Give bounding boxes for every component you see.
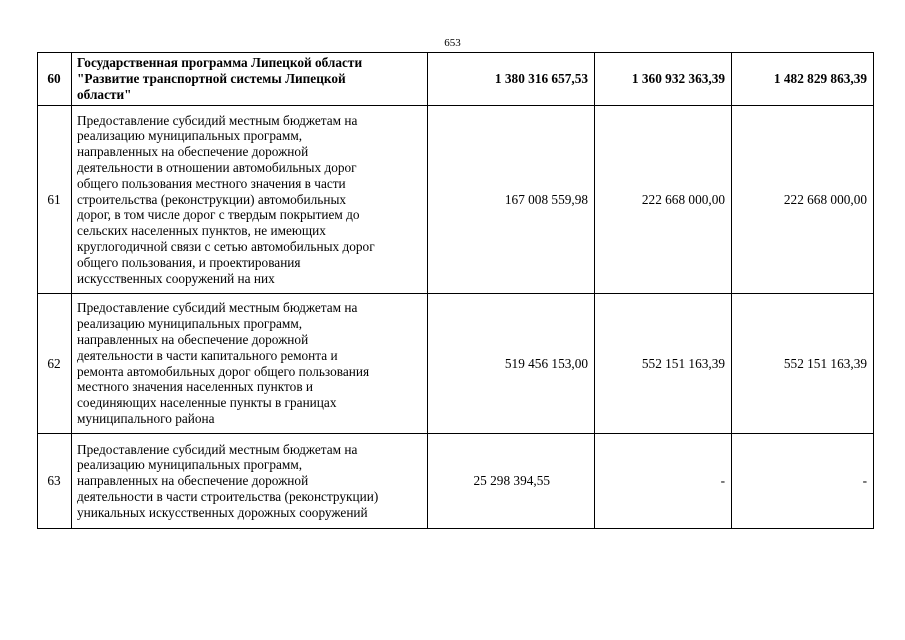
description-line: ремонта автомобильных дорог общего пользования xyxy=(77,363,370,379)
row-number: 60 xyxy=(38,53,72,106)
description-line: деятельности в отношении автомобильных дорог xyxy=(77,160,357,175)
description-line: деятельности в части строительства (реконструкции) xyxy=(77,488,379,504)
description-line: муниципального района xyxy=(77,410,215,426)
item-description xyxy=(72,294,428,434)
description-line: реализацию муниципальных программ, xyxy=(77,457,303,473)
amount-year-1: 25 298 394,55 xyxy=(428,434,595,529)
table-row-63 xyxy=(38,434,874,529)
table-row-60 xyxy=(38,53,874,106)
budget-table xyxy=(37,52,874,529)
item-description xyxy=(72,434,428,529)
description-line: сельских населенных пунктов, не имеющих xyxy=(77,223,326,239)
amount-year-3: - xyxy=(732,434,874,529)
description-line: соединяющих населенные пункты в границах xyxy=(77,395,337,411)
amount-year-1: 519 456 153,00 xyxy=(428,294,595,434)
description-line: направленных на обеспечение дорожной xyxy=(77,331,309,347)
table-row-62 xyxy=(38,294,874,434)
amount-year-2: 1 360 932 363,39 xyxy=(595,53,732,106)
amount-year-1: 167 008 559,98 xyxy=(428,106,595,294)
description-line: реализацию муниципальных программ, xyxy=(77,316,303,332)
item-description xyxy=(72,106,428,294)
amount-year-2: 552 151 163,39 xyxy=(595,294,732,434)
description-line: искусственных сооружений на них xyxy=(77,270,275,286)
row-number: 61 xyxy=(38,106,72,294)
description-line: направленных на обеспечение дорожной xyxy=(77,473,309,489)
description-line: дорог, в том числе дорог с твердым покрытием до xyxy=(77,207,360,223)
description-line: общего пользования, и проектирования xyxy=(77,254,301,270)
description-line: местного значения населенных пунктов и xyxy=(77,379,314,395)
program-name-line: "Развитие транспортной системы Липецкой xyxy=(77,71,346,87)
description-line: направленных на обеспечение дорожной xyxy=(77,144,309,160)
description-line: деятельности в части капитального ремонта и xyxy=(77,347,338,363)
description-line: общего пользования местного значения в части xyxy=(77,175,346,191)
description-line: уникальных искусственных дорожных сооружений xyxy=(77,504,368,520)
description-line: круглогодичной связи с сетью автомобильных дорог xyxy=(77,238,375,254)
program-name xyxy=(72,53,428,106)
table-row-61 xyxy=(38,106,874,294)
amount-year-3: 1 482 829 863,39 xyxy=(732,53,874,106)
description-line: строительства (реконструкции) автомобильных xyxy=(77,191,347,207)
description-line: реализацию муниципальных программ, xyxy=(77,128,303,144)
program-name-line: области" xyxy=(77,86,132,102)
description-line: Предоставление субсидий местным бюджетам на xyxy=(77,112,358,128)
amount-year-2: - xyxy=(595,434,732,529)
amount-year-2: 222 668 000,00 xyxy=(595,106,732,294)
row-number: 63 xyxy=(38,434,72,529)
row-number: 62 xyxy=(38,294,72,434)
description-line: Предоставление субсидий местным бюджетам на xyxy=(77,300,358,316)
description-line: Предоставление субсидий местным бюджетам на xyxy=(77,441,358,457)
program-name-line: Государственная программа Липецкой области xyxy=(77,55,363,71)
amount-year-3: 552 151 163,39 xyxy=(732,294,874,434)
page-number: 653 xyxy=(444,37,461,49)
amount-year-3: 222 668 000,00 xyxy=(732,106,874,294)
amount-year-1: 1 380 316 657,53 xyxy=(428,53,595,106)
